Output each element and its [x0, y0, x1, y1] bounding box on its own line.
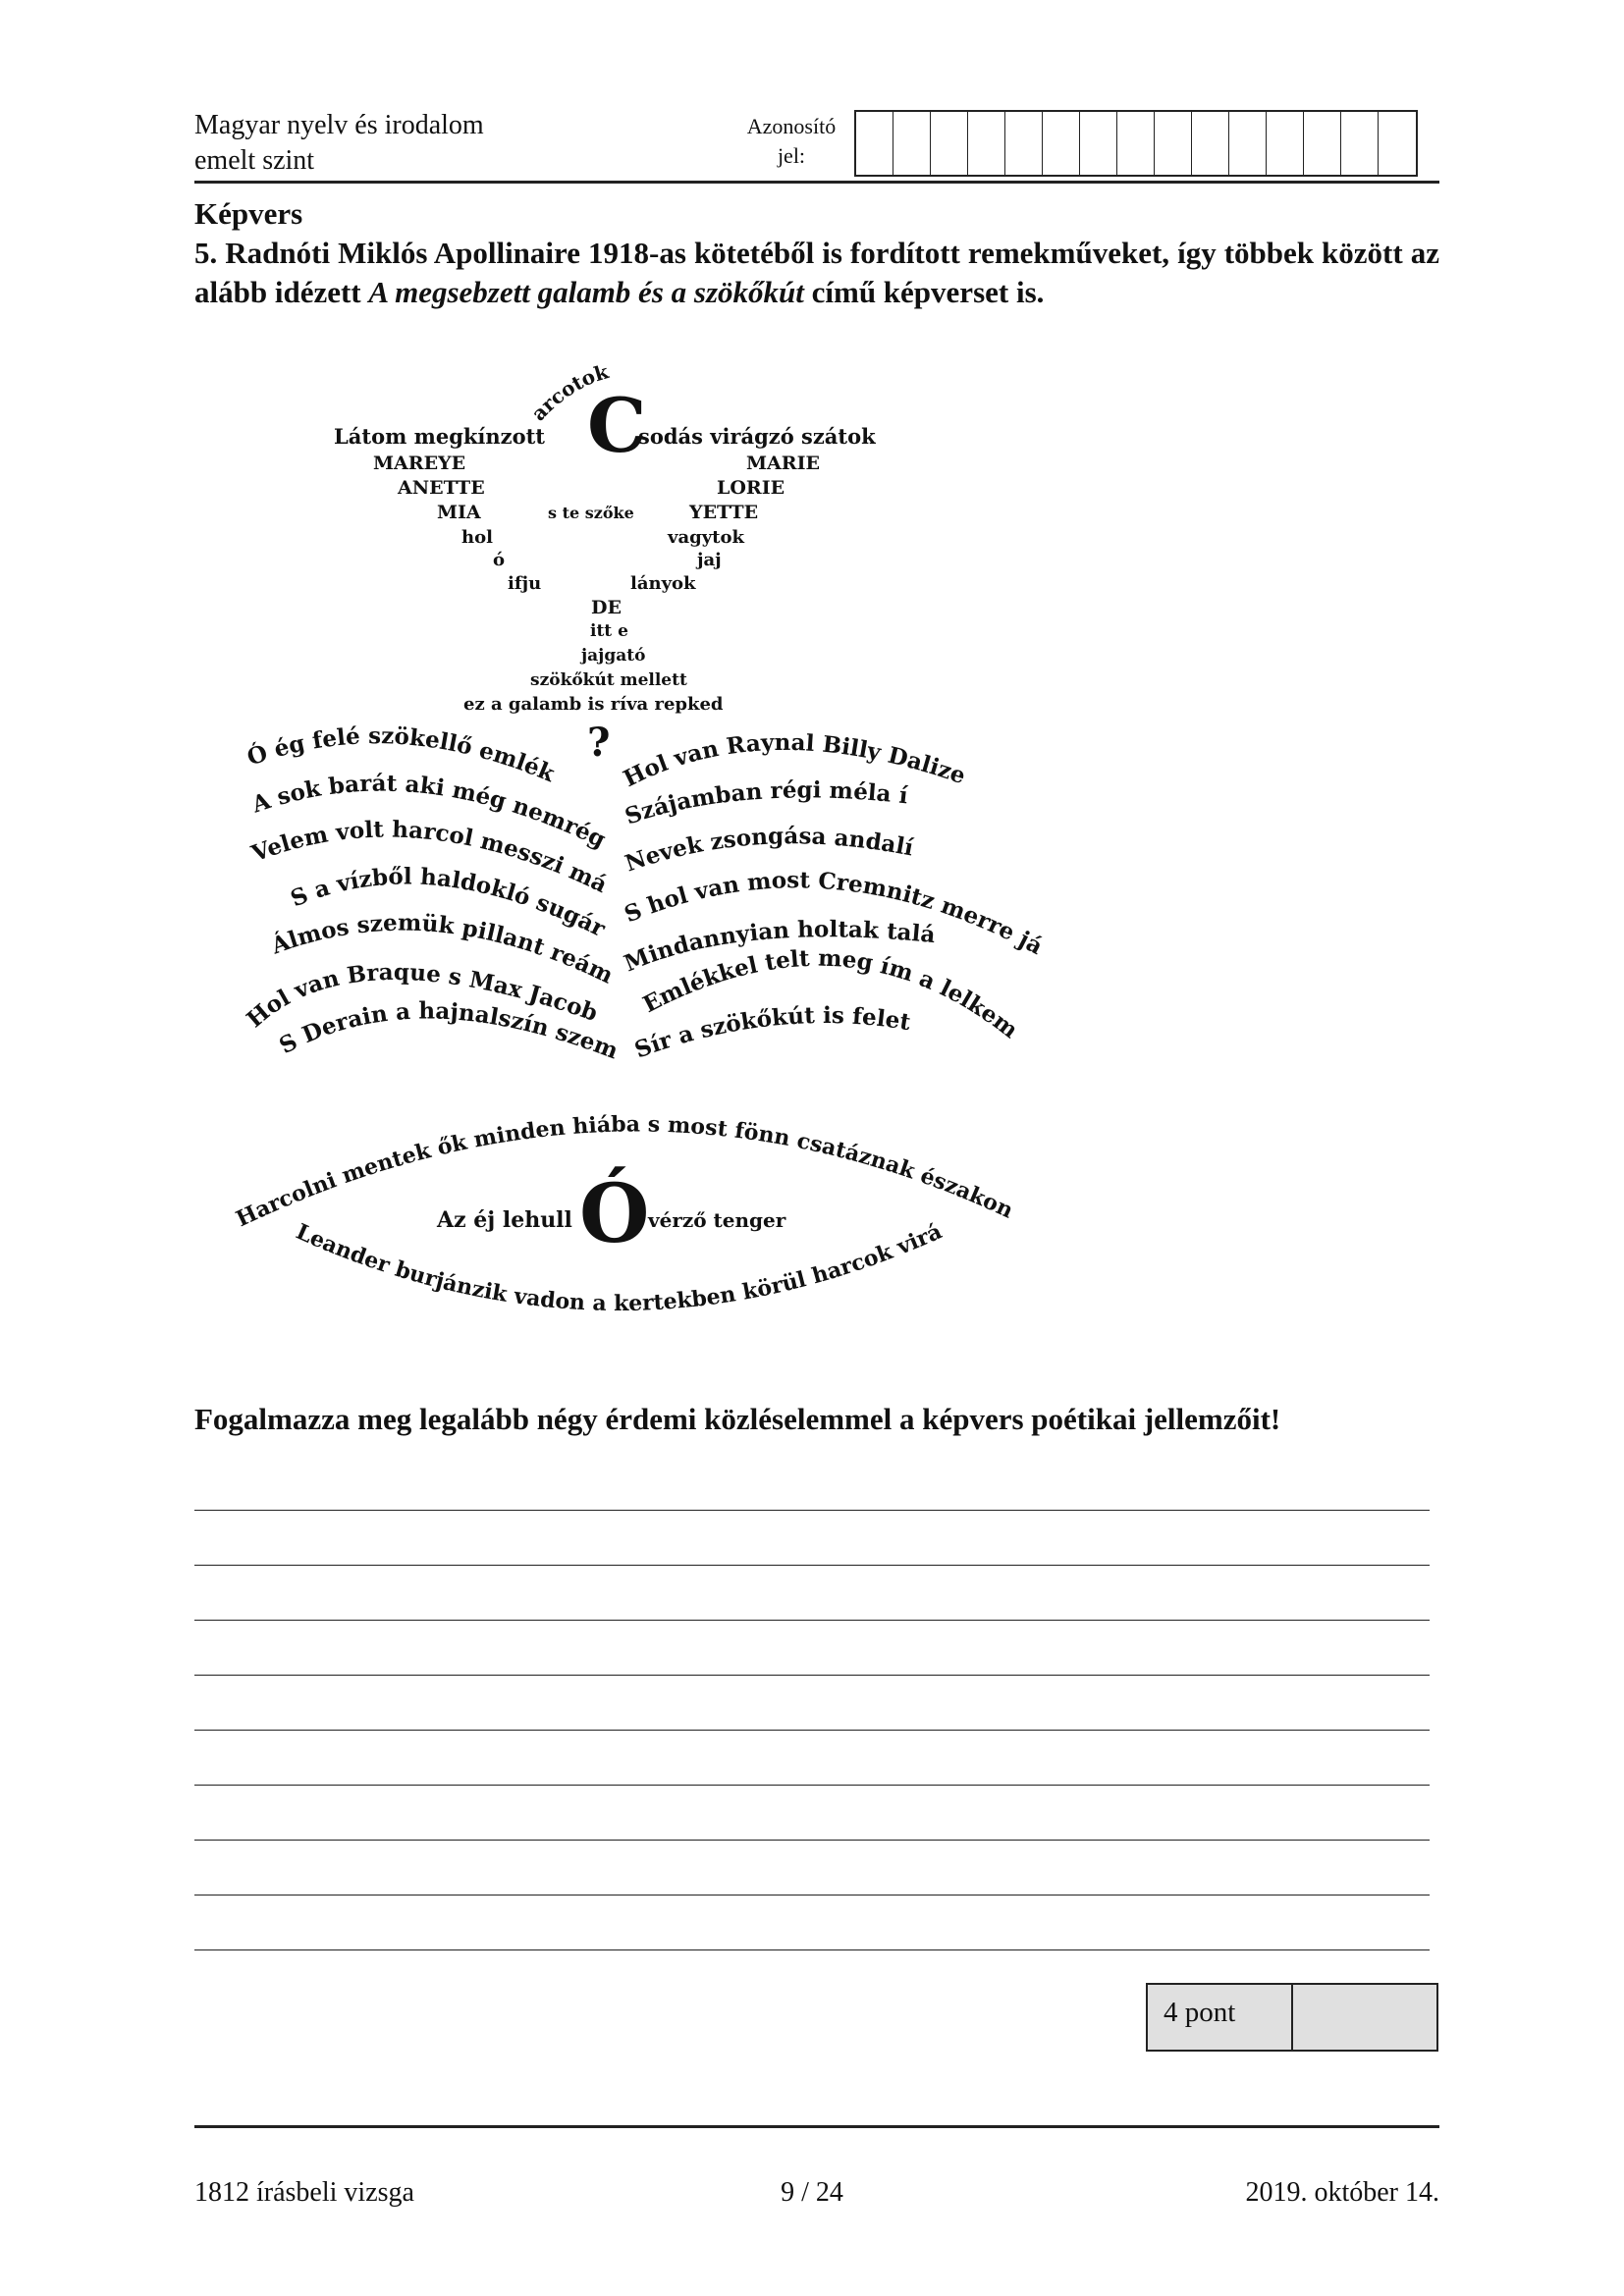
subject-name: Magyar nyelv és irodalom	[194, 110, 484, 140]
answer-line[interactable]	[194, 1565, 1430, 1566]
id-box[interactable]	[1267, 112, 1304, 175]
poem-o-small: ó	[493, 550, 506, 570]
footer-page-number: 9 / 24	[781, 2177, 843, 2208]
answer-line[interactable]	[194, 1840, 1430, 1841]
task-prefix: 5. Radnóti Miklós Apollinaire 1918-as kötetéből is fordított remekműveket, így többek között az alább idézett	[194, 236, 1439, 309]
id-box[interactable]	[1155, 112, 1192, 175]
poem-lanyok: lányok	[630, 573, 696, 594]
poem-right-line-3: Nevek zsongása andalí	[622, 823, 916, 878]
poem-question-mark: ?	[587, 720, 611, 766]
poem-left-line-2: A sok barát aki még nemrég	[248, 770, 611, 854]
poem-name-yette: YETTE	[689, 502, 759, 523]
poem-jajgato: jajgató	[581, 646, 646, 666]
answer-line[interactable]	[194, 1510, 1430, 1511]
id-label-line1: Azonosító	[746, 114, 837, 138]
answer-line[interactable]	[194, 1675, 1430, 1676]
poem-name-mareye: MAREYE	[373, 453, 466, 474]
poem-hol: hol	[461, 527, 493, 548]
poem-name-mia: MIA	[437, 502, 481, 523]
subject-level: emelt szint	[194, 145, 315, 176]
poem-bowl-mid-left: Az éj lehull	[437, 1207, 572, 1233]
poem-name-lorie: LORIE	[717, 477, 785, 499]
id-label-line2: jel:	[777, 143, 806, 168]
poem-jaj: jaj	[697, 550, 722, 570]
poem-left-line-1: Ó ég felé szökellő emlék	[244, 722, 559, 788]
calligram-svg	[226, 353, 1060, 1335]
poem-right-line-4: S hol van most Cremnitz merre já	[621, 867, 1048, 961]
poem-right-line-7: Sír a szökőkút is felet	[630, 1001, 913, 1064]
answer-line[interactable]	[194, 1949, 1430, 1950]
id-box[interactable]	[1117, 112, 1155, 175]
poem-left-line-3: Velem volt harcol messzi má	[247, 816, 612, 899]
poem-bowl-mid-right: vérző tenger	[648, 1208, 786, 1232]
poem-name-anette: ANETTE	[398, 477, 485, 499]
task-text	[194, 234, 1439, 312]
poem-left-line-6: Hol van Braque s Max Jacob	[242, 958, 602, 1034]
answer-line[interactable]	[194, 1620, 1430, 1621]
question-text: Fogalmazza meg legalább négy érdemi közléselemmel a képvers poétikai jellemzőit!	[194, 1402, 1281, 1436]
poem-galamb-line: ez a galamb is ríva repked	[463, 694, 724, 715]
poem-big-c: C	[587, 382, 647, 469]
poem-right-line-2: Szájamban régi méla í	[622, 776, 909, 830]
id-box[interactable]	[1005, 112, 1043, 175]
poem-head-right: sodás virágzó szátok	[638, 424, 876, 449]
poem-right-line-1: Hol van Raynal Billy Dalize	[619, 728, 969, 793]
score-field[interactable]	[1293, 1985, 1436, 2050]
poem-right-line-6: Emlékkel telt meg ím a lelkem	[638, 944, 1023, 1044]
poem-szokokut-mellett: szökőkút mellett	[530, 670, 687, 690]
calligram-poem	[226, 353, 1060, 1335]
score-label: 4 pont	[1148, 1985, 1293, 2050]
header-subject	[194, 108, 484, 179]
id-box[interactable]	[893, 112, 931, 175]
score-box	[1146, 1983, 1438, 2052]
id-box[interactable]	[1043, 112, 1080, 175]
id-box[interactable]	[1379, 112, 1416, 175]
id-box[interactable]	[968, 112, 1005, 175]
poem-bowl-top: Harcolni mentek ők minden hiába s most fönn csatáznak északon	[232, 1111, 1017, 1233]
header-rule	[194, 181, 1439, 184]
poem-right-line-5: Mindannyian holtak talá	[620, 916, 937, 978]
id-box[interactable]	[1192, 112, 1229, 175]
poem-head-left: Látom megkínzott	[334, 424, 546, 449]
poem-big-o: Ó	[579, 1167, 650, 1261]
footer-rule	[194, 2125, 1439, 2128]
id-label	[725, 112, 858, 171]
answer-line[interactable]	[194, 1785, 1430, 1786]
poem-name-marie: MARIE	[746, 453, 820, 474]
poem-bowl-bottom: Leander burjánzik vadon a kertekben körül harcok virá	[292, 1218, 947, 1317]
id-box[interactable]	[1304, 112, 1341, 175]
footer-date: 2019. október 14.	[1245, 2177, 1439, 2208]
id-box[interactable]	[1080, 112, 1117, 175]
poem-left-line-5: Álmos szemük pillant reám	[267, 909, 618, 989]
section-title: Képvers	[194, 196, 303, 231]
task-poem-title: A megsebzett galamb és a szökőkút	[368, 275, 804, 309]
poem-de: DE	[591, 597, 622, 618]
poem-left-line-4: S a vízből haldokló sugár	[287, 863, 610, 942]
id-box[interactable]	[1229, 112, 1267, 175]
poem-left-line-7: S Derain a hajnalszín szem	[275, 997, 623, 1065]
id-code-boxes[interactable]	[854, 110, 1418, 177]
poem-ifju: ifju	[508, 573, 542, 594]
poem-vagytok: vagytok	[668, 527, 744, 548]
id-box[interactable]	[1341, 112, 1379, 175]
footer-exam-code: 1812 írásbeli vizsga	[194, 2177, 414, 2208]
poem-s-te-szoke: s te szőke	[548, 504, 634, 522]
task-suffix: című képverset is.	[803, 275, 1045, 309]
answer-line[interactable]	[194, 1895, 1430, 1896]
poem-itt-e: itt e	[590, 621, 628, 641]
id-box[interactable]	[931, 112, 968, 175]
answer-line[interactable]	[194, 1730, 1430, 1731]
id-box[interactable]	[856, 112, 893, 175]
poem-arc-word: arcotok	[526, 359, 612, 426]
